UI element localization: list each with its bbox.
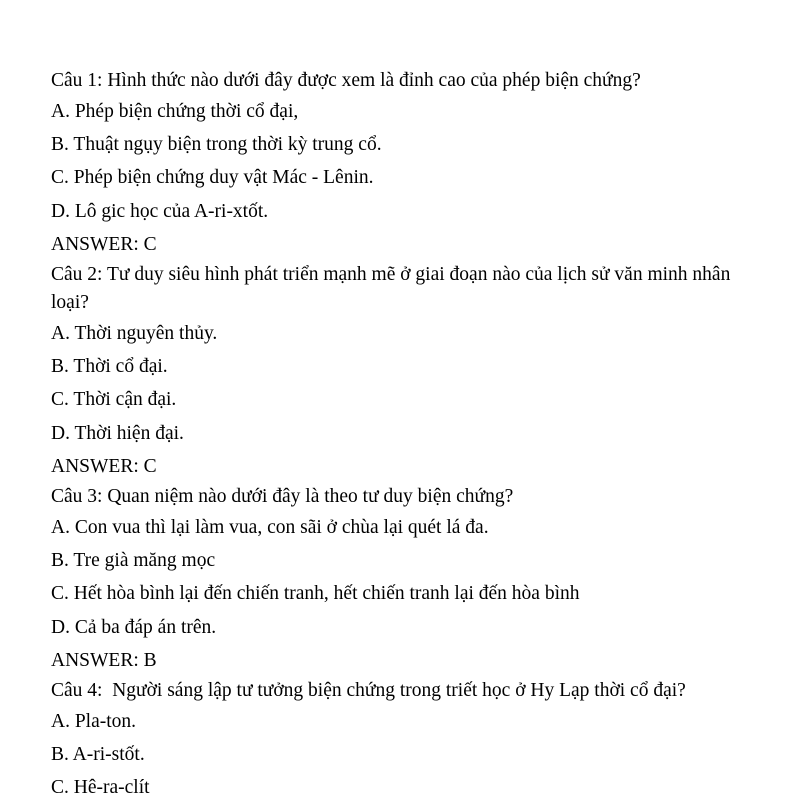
question-stem-4: Câu 4: Người sáng lập tư tưởng biện chứng trong triết học ở Hy Lạp thời cổ đại? [51, 680, 686, 702]
question-3-option-d: D. Cả ba đáp án trên. [51, 616, 217, 638]
question-2-answer: ANSWER: C [51, 455, 157, 477]
question-block-2 [51, 261, 757, 483]
question-4-option-a: A. Pla-ton. [51, 711, 137, 733]
question-1-option-c: C. Phép biện chứng duy vật Mác - Lênin. [51, 167, 374, 189]
question-stem-3: Câu 3: Quan niệm nào dưới đây là theo tư duy biện chứng? [51, 486, 514, 508]
document-text-column [51, 67, 757, 805]
question-block-3 [51, 483, 757, 677]
question-block-4 [51, 677, 757, 805]
question-stem-1: Câu 1: Hình thức nào dưới đây được xem là đỉnh cao của phép biện chứng? [51, 70, 641, 91]
question-2-option-b: B. Thời cổ đại. [51, 356, 168, 378]
question-4-option-c: C. Hê-ra-clít [51, 777, 150, 799]
question-1-option-b: B. Thuật ngụy biện trong thời kỳ trung cổ. [51, 134, 382, 156]
question-1-option-a: A. Phép biện chứng thời cổ đại, [51, 101, 299, 122]
question-4-option-b: B. A-ri-stốt. [51, 744, 145, 766]
question-2-option-c: C. Thời cận đại. [51, 389, 177, 411]
question-3-option-c: C. Hết hòa bình lại đến chiến tranh, hết chiến tranh lại đến hòa bình [51, 583, 580, 605]
question-1-answer: ANSWER: C [51, 233, 157, 255]
question-3-option-b: B. Tre già măng mọc [51, 550, 216, 572]
question-2-option-d: D. Thời hiện đại. [51, 422, 184, 444]
question-3-option-a: A. Con vua thì lại làm vua, con sãi ở chùa lại quét lá đa. [51, 517, 489, 539]
question-1-option-d: D. Lô gic học của A-ri-xtốt. [51, 200, 269, 222]
question-block-1 [51, 67, 757, 261]
question-2-option-a: A. Thời nguyên thủy. [51, 323, 218, 345]
question-3-answer: ANSWER: B [51, 649, 157, 671]
question-stem-2: Câu 2: Tư duy siêu hình phát triển mạnh mẽ ở giai đoạn nào của lịch sử văn minh nhân loại? [51, 264, 736, 314]
